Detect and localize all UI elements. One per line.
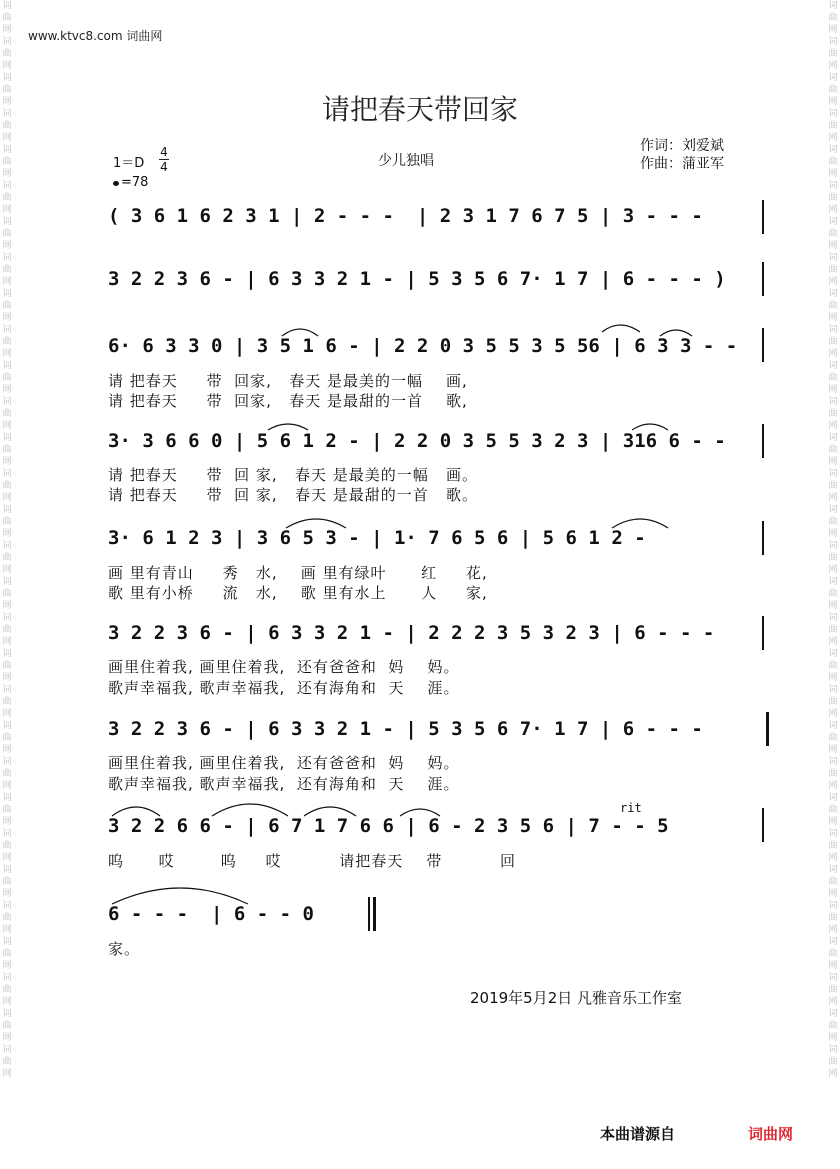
score-line-2: 3 2 2 3 6 - | 6 3 3 2 1 - | 5 3 5 6 7· 1 7 | 6 - - - ) (108, 268, 726, 290)
barline (762, 200, 764, 234)
ritardando-marking: rit (620, 801, 642, 815)
score-line-3: 6· 6 3 3 0 | 3 5 1 6 - | 2 2 0 3 5 5 3 5 56 | 6 3 3 - - (108, 335, 738, 357)
barline (762, 521, 764, 555)
lyric-line-8: 呜 哎 呜 哎 请把春天 带 回 (108, 852, 517, 870)
tempo-marking (113, 175, 148, 190)
score-line-4: 3· 3 6 6 0 | 5 6 1 2 - | 2 2 0 3 5 5 3 2 3 | 316 6 - - (108, 430, 726, 452)
score-line-6: 3 2 2 3 6 - | 6 3 3 2 1 - | 2 2 2 3 5 3 2 3 | 6 - - - (108, 622, 715, 644)
lyric-line-7b: 歌声幸福我, 歌声幸福我, 还有海角和 天 涯。 (108, 775, 460, 793)
lyric-line-9: 家。 (108, 940, 141, 958)
repeat-barline (766, 712, 769, 746)
score-line-9: 6 - - - | 6 - - 0 (108, 903, 314, 925)
lyric-line-4b: 请 把春天 带 回 家, 春天 是最甜的一首 歌。 (108, 486, 479, 504)
performance-type: 少儿独唱 (378, 153, 434, 169)
lyric-line-5a: 画 里有青山 秀 水, 画 里有绿叶 红 花, (108, 564, 488, 582)
brand-logo[interactable]: 词曲网 (748, 1125, 794, 1143)
watermark-strip-left: 词曲网 词曲网 词曲网 词曲网 词曲网 词曲网 词曲网 词曲网 词曲网 词曲网 词曲网 词曲网 词曲网 词曲网 词曲网 词曲网 词曲网 词曲网 词曲网 词曲网 词曲网 词曲网 词曲网 词曲网 词曲网 词曲网 词曲网 词曲网 词曲网 词曲网 (2, 1, 15, 1079)
lyric-line-6a: 画里住着我, 画里住着我, 还有爸爸和 妈 妈。 (108, 658, 460, 676)
lyric-line-3b: 请 把春天 带 回家, 春天 是最甜的一首 歌, (108, 392, 468, 410)
score-line-7: 3 2 2 3 6 - | 6 3 3 2 1 - | 5 3 5 6 7· 1 7 | 6 - - - (108, 718, 703, 740)
lyric-line-4a: 请 把春天 带 回 家, 春天 是最美的一幅 画。 (108, 466, 479, 484)
date-credit: 2019年5月2日 凡雅音乐工作室 (470, 989, 683, 1007)
site-url[interactable]: www.ktvc8.com 词曲网 (28, 29, 163, 43)
watermark-strip-right: 词曲网 词曲网 词曲网 词曲网 词曲网 词曲网 词曲网 词曲网 词曲网 词曲网 词曲网 词曲网 词曲网 词曲网 词曲网 词曲网 词曲网 词曲网 词曲网 词曲网 词曲网 词曲网 词曲网 词曲网 词曲网 词曲网 词曲网 词曲网 词曲网 词曲网 (828, 1, 838, 1079)
composer-credit: 作曲：蒲亚军 (640, 156, 724, 172)
score-line-5: 3· 6 1 2 3 | 3 6 5 3 - | 1· 7 6 5 6 | 5 6 1 2 - (108, 527, 646, 549)
lyric-line-3a: 请 把春天 带 回家, 春天 是最美的一幅 画, (108, 372, 468, 390)
barline (762, 424, 764, 458)
lyric-line-7a: 画里住着我, 画里住着我, 还有爸爸和 妈 妈。 (108, 754, 460, 772)
score-line-1: ( 3 6 1 6 2 3 1 | 2 - - - | 2 3 1 7 6 7 5 | 3 - - - (108, 205, 703, 227)
source-label: 本曲谱源自 (600, 1125, 676, 1143)
lyric-line-5b: 歌 里有小桥 流 水, 歌 里有水上 人 家, (108, 584, 488, 602)
barline (762, 808, 764, 842)
time-bottom: 4 (160, 160, 168, 174)
time-top: 4 (160, 145, 168, 159)
score-line-8: 3 2 2 6 6 - | 6 7 1 7 6 6 | 6 - 2 3 5 6 | 7 - - 5 (108, 815, 669, 837)
final-barline-thin (368, 897, 370, 931)
time-signature (159, 145, 169, 174)
final-barline-thick (373, 897, 376, 931)
barline (762, 262, 764, 296)
lyric-line-6b: 歌声幸福我, 歌声幸福我, 还有海角和 天 涯。 (108, 679, 460, 697)
lyricist-credit: 作词：刘爱斌 (640, 138, 724, 154)
key-signature: 1＝D (113, 156, 145, 171)
song-title: 请把春天带回家 (321, 93, 518, 126)
quarter-note-icon (113, 181, 119, 186)
tempo-value: =78 (121, 175, 149, 190)
barline (762, 328, 764, 362)
barline (762, 616, 764, 650)
